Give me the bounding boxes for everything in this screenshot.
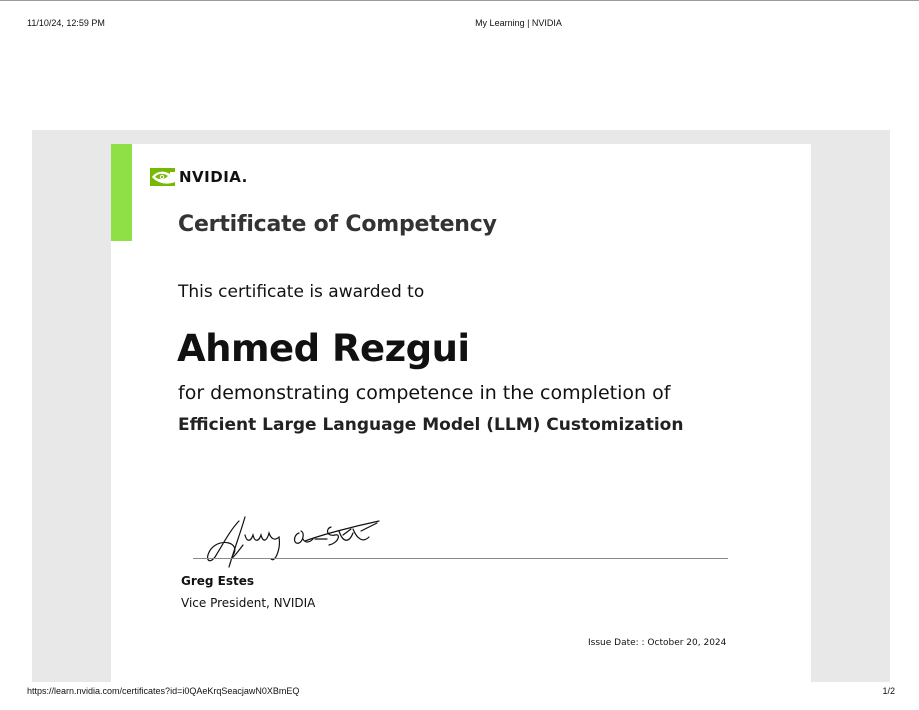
accent-bar bbox=[111, 144, 132, 241]
print-header-title: My Learning | NVIDIA bbox=[475, 18, 562, 28]
top-divider bbox=[0, 0, 919, 1]
signature-image bbox=[201, 509, 391, 574]
certificate-title: Certificate of Competency bbox=[178, 212, 497, 237]
signer-name: Greg Estes bbox=[181, 574, 255, 588]
nvidia-wordmark: NVIDIA. bbox=[179, 168, 248, 186]
print-footer-page-number: 1/2 bbox=[882, 686, 895, 696]
recipient-name: Ahmed Rezgui bbox=[177, 327, 470, 370]
signer-title: Vice President, NVIDIA bbox=[181, 596, 316, 610]
print-footer-url: https://learn.nvidia.com/certificates?id=i0QAeKrqSeacjawN0XBmEQ bbox=[27, 686, 300, 696]
signature-line bbox=[193, 558, 728, 559]
nvidia-eye-icon bbox=[150, 168, 175, 186]
awarded-to-text: This certificate is awarded to bbox=[178, 282, 425, 302]
competence-text: for demonstrating competence in the completion of bbox=[178, 382, 671, 404]
course-name: Efficient Large Language Model (LLM) Customization bbox=[178, 415, 684, 435]
certificate-card bbox=[111, 144, 811, 682]
print-header-datetime: 11/10/24, 12:59 PM bbox=[27, 18, 105, 28]
issue-date: Issue Date: : October 20, 2024 bbox=[588, 638, 727, 648]
nvidia-logo bbox=[150, 168, 248, 186]
